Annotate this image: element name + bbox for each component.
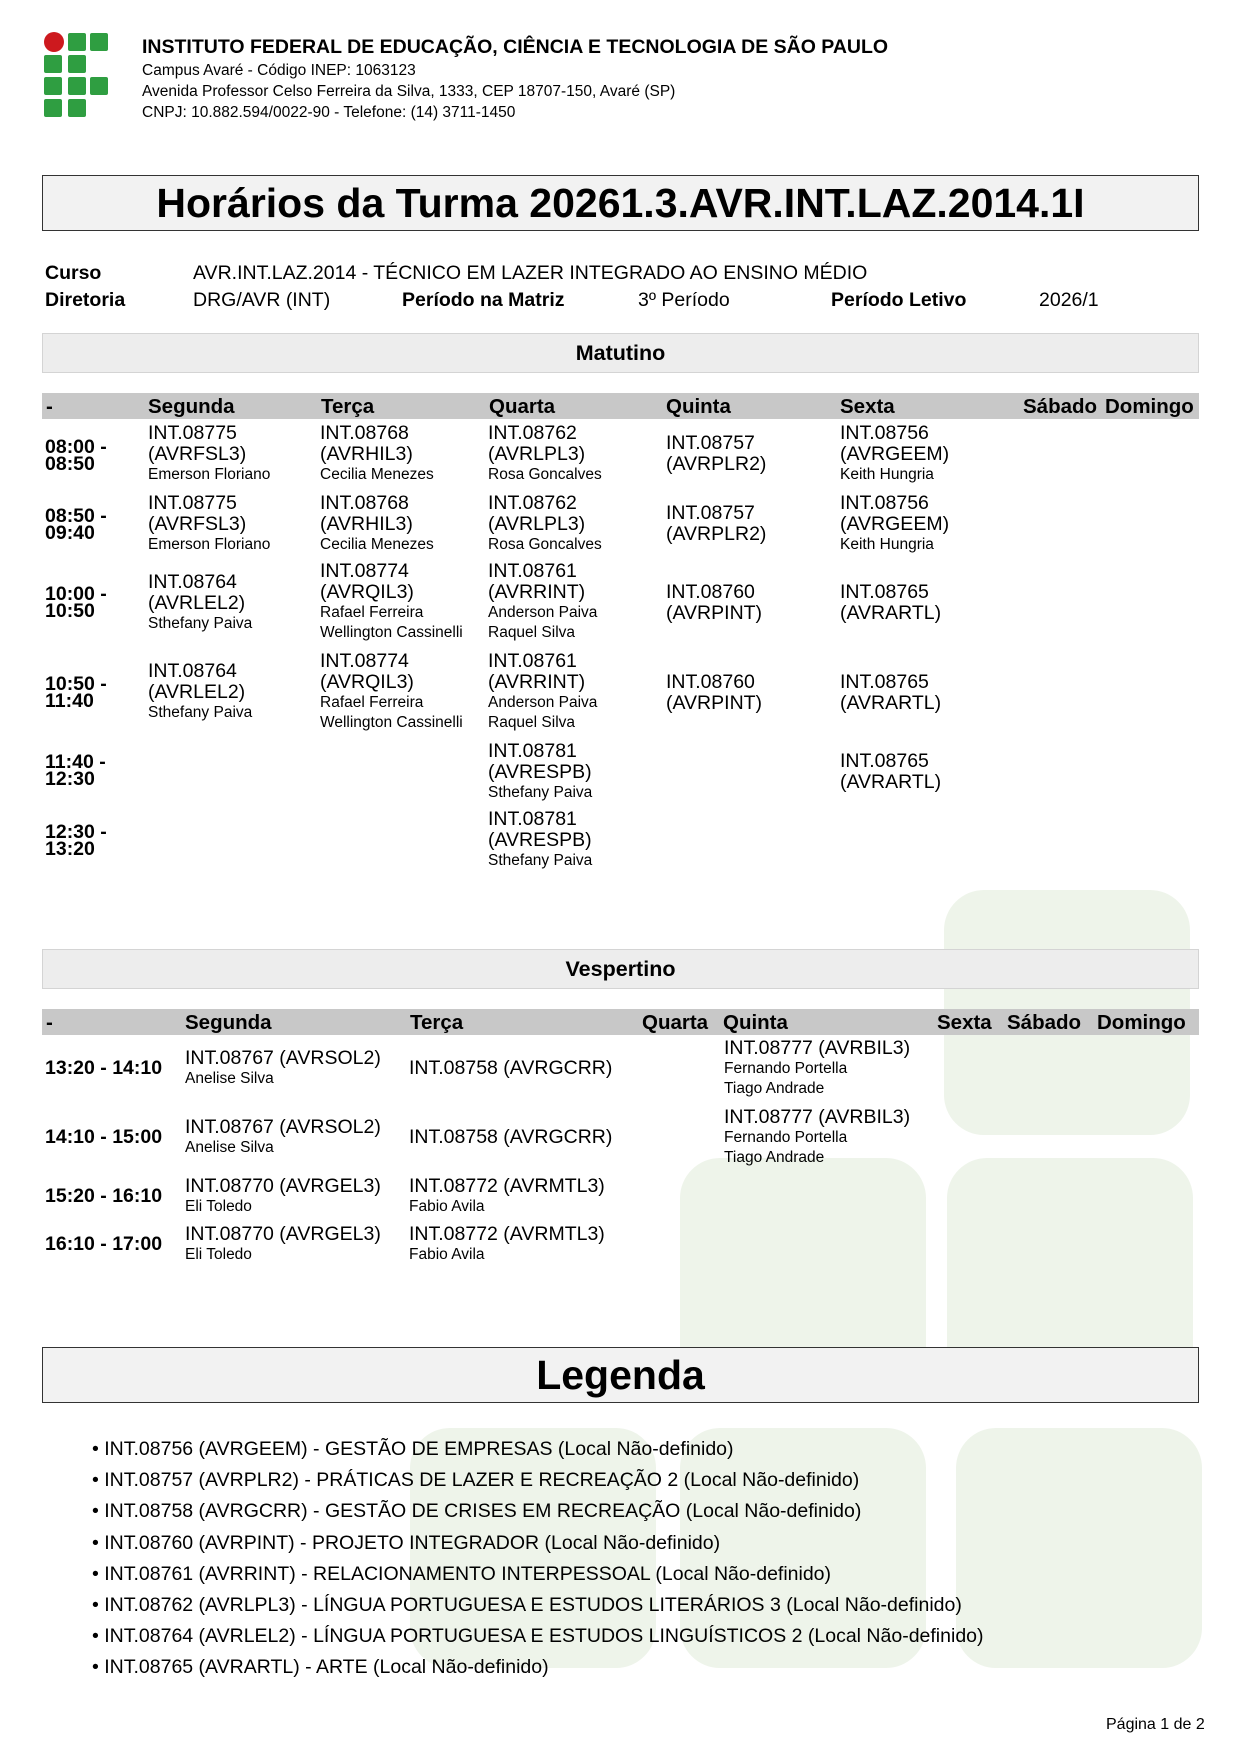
matutino-header-cell: Segunda <box>148 395 235 418</box>
class-code: INT.08770 (AVRGEL3) <box>185 1223 381 1245</box>
subject-code: (AVRLPL3) <box>488 513 586 535</box>
class-code: INT.08767 (AVRSOL2) <box>185 1047 381 1069</box>
class-code: INT.08768 <box>320 422 409 444</box>
class-cell <box>840 751 941 793</box>
legend-item: • INT.08758 (AVRGCRR) - GESTÃO DE CRISES EM RECREAÇÃO (Local Não-definido) <box>92 1496 984 1527</box>
teacher-name: Wellington Cassinelli <box>320 624 463 641</box>
periodo-matriz-label: Período na Matriz <box>402 289 565 311</box>
legend-title: Legenda <box>42 1347 1199 1403</box>
watermark-block <box>956 1428 1202 1668</box>
class-cell <box>320 651 463 733</box>
matutino-header-cell: Domingo <box>1105 395 1194 418</box>
class-cell <box>666 672 762 714</box>
subject-code: (AVRLEL2) <box>148 681 246 703</box>
teacher-name: Keith Hungria <box>840 466 934 483</box>
class-code: INT.08781 <box>488 808 577 830</box>
subject-code: (AVRPLR2) <box>666 453 767 475</box>
class-code: INT.08775 <box>148 422 237 444</box>
teacher-name: Rafael Ferreira <box>320 694 424 711</box>
legend-item: • INT.08756 (AVRGEEM) - GESTÃO DE EMPRESAS (Local Não-definido) <box>92 1434 984 1465</box>
class-code: INT.08777 (AVRBIL3) <box>724 1106 911 1128</box>
institution-logo <box>44 32 110 116</box>
class-code: INT.08756 <box>840 422 929 444</box>
matutino-header-cell: - <box>46 395 53 418</box>
cnpj-line: CNPJ: 10.882.594/0022-90 - Telefone: (14) 3711-1450 <box>142 104 516 121</box>
class-cell <box>185 1117 381 1158</box>
class-cell <box>409 1176 605 1217</box>
matutino-header-row <box>42 393 1199 419</box>
teacher-name: Rafael Ferreira <box>320 604 424 621</box>
teacher-name: Sthefany Paiva <box>148 615 253 632</box>
class-cell <box>488 423 602 485</box>
class-cell <box>185 1224 381 1265</box>
time-slot: 08:50 <box>45 453 95 475</box>
teacher-name: Fabio Avila <box>409 1246 485 1263</box>
class-code: INT.08761 <box>488 650 577 672</box>
class-code: INT.08781 <box>488 740 577 762</box>
page-number: Página 1 de 2 <box>1106 1716 1205 1733</box>
time-slot: 13:20 <box>45 838 95 860</box>
subject-code: (AVRESPB) <box>488 761 592 783</box>
class-code: INT.08765 <box>840 581 929 603</box>
class-cell <box>185 1048 381 1089</box>
teacher-name: Emerson Floriano <box>148 536 271 553</box>
class-code: INT.08757 <box>666 502 755 524</box>
subject-code: (AVRESPB) <box>488 829 592 851</box>
matutino-header-cell: Quarta <box>489 395 556 418</box>
teacher-name: Eli Toledo <box>185 1246 252 1263</box>
teacher-name: Rosa Goncalves <box>488 466 602 483</box>
class-code: INT.08764 <box>148 571 237 593</box>
time-slot: 10:50 <box>45 600 95 622</box>
legend-item: • INT.08761 (AVRRINT) - RELACIONAMENTO INTERPESSOAL (Local Não-definido) <box>92 1559 984 1590</box>
vespertino-section-title: Vespertino <box>42 949 1199 989</box>
time-slot: 08:50 - <box>45 505 107 527</box>
class-cell <box>724 1107 910 1168</box>
subject-code: (AVRPLR2) <box>666 523 767 545</box>
subject-code: (AVRFSL3) <box>148 443 247 465</box>
teacher-name: Sthefany Paiva <box>488 784 593 801</box>
class-cell <box>148 572 252 634</box>
class-cell <box>320 493 434 555</box>
legend-item: • INT.08762 (AVRLPL3) - LÍNGUA PORTUGUESA E ESTUDOS LITERÁRIOS 3 (Local Não-definido) <box>92 1590 984 1621</box>
time-slot: 10:00 - <box>45 583 107 605</box>
time-slot: 09:40 <box>45 522 95 544</box>
class-cell <box>666 503 766 545</box>
teacher-name: Keith Hungria <box>840 536 934 553</box>
class-cell <box>148 661 252 723</box>
matutino-header-cell: Sexta <box>840 395 895 418</box>
subject-code: (AVRRINT) <box>488 581 586 603</box>
teacher-name: Anderson Paiva <box>488 694 598 711</box>
time-slot: 11:40 <box>45 690 94 712</box>
class-code: INT.08774 <box>320 560 409 582</box>
teacher-name: Fernando Portella <box>724 1060 848 1077</box>
vespertino-header-cell: Quinta <box>723 1011 788 1034</box>
class-cell <box>488 741 592 803</box>
matutino-header-cell: Terça <box>321 395 375 418</box>
class-code: INT.08775 <box>148 492 237 514</box>
teacher-name: Wellington Cassinelli <box>320 714 463 731</box>
time-slot: 16:10 - 17:00 <box>45 1233 163 1255</box>
time-slot: 13:20 - 14:10 <box>45 1057 163 1079</box>
class-code: INT.08762 <box>488 492 577 514</box>
time-slot: 12:30 - <box>45 821 107 843</box>
diretoria-value: DRG/AVR (INT) <box>193 289 331 311</box>
subject-code: (AVRARTL) <box>840 771 942 793</box>
class-code: INT.08758 (AVRGCRR) <box>409 1057 613 1079</box>
subject-code: (AVRARTL) <box>840 692 942 714</box>
address-line: Avenida Professor Celso Ferreira da Silva, 1333, CEP 18707-150, Avaré (SP) <box>142 83 676 100</box>
diretoria-label: Diretoria <box>45 289 126 311</box>
subject-code: (AVRHIL3) <box>320 513 413 535</box>
class-cell <box>148 423 270 485</box>
class-code: INT.08762 <box>488 422 577 444</box>
curso-label: Curso <box>45 262 102 284</box>
class-code: INT.08774 <box>320 650 409 672</box>
institution-name: INSTITUTO FEDERAL DE EDUCAÇÃO, CIÊNCIA E TECNOLOGIA DE SÃO PAULO <box>142 36 889 58</box>
class-code: INT.08765 <box>840 671 929 693</box>
class-code: INT.08767 (AVRSOL2) <box>185 1116 381 1138</box>
matutino-header-cell: Sábado <box>1023 395 1098 418</box>
class-code: INT.08757 <box>666 432 755 454</box>
class-code: INT.08756 <box>840 492 929 514</box>
subject-code: (AVRGEEM) <box>840 513 950 535</box>
time-slot: 14:10 - 15:00 <box>45 1126 163 1148</box>
subject-code: (AVRFSL3) <box>148 513 247 535</box>
teacher-name: Tiago Andrade <box>724 1149 825 1166</box>
class-cell <box>409 1058 612 1079</box>
teacher-name: Rosa Goncalves <box>488 536 602 553</box>
class-cell <box>840 423 949 485</box>
teacher-name: Anelise Silva <box>185 1070 274 1087</box>
class-code: INT.08772 (AVRMTL3) <box>409 1223 605 1245</box>
time-slot: 11:40 - <box>45 751 106 773</box>
teacher-name: Cecilia Menezes <box>320 536 434 553</box>
class-cell <box>148 493 270 555</box>
class-cell <box>488 493 602 555</box>
page-title: Horários da Turma 20261.3.AVR.INT.LAZ.2014.1I <box>42 175 1199 231</box>
class-code: INT.08760 <box>666 671 755 693</box>
periodo-letivo-label: Período Letivo <box>831 289 967 311</box>
vespertino-header-cell: - <box>46 1011 53 1034</box>
class-cell <box>666 582 762 624</box>
teacher-name: Raquel Silva <box>488 714 576 731</box>
vespertino-header-cell: Sexta <box>937 1011 992 1034</box>
class-cell <box>724 1038 910 1099</box>
subject-code: (AVRARTL) <box>840 602 942 624</box>
class-cell <box>488 561 597 643</box>
time-slot: 15:20 - 16:10 <box>45 1185 163 1207</box>
vespertino-header-cell: Domingo <box>1097 1011 1186 1034</box>
subject-code: (AVRLPL3) <box>488 443 586 465</box>
periodo-matriz-value: 3º Período <box>638 289 730 311</box>
class-cell <box>840 672 941 714</box>
teacher-name: Tiago Andrade <box>724 1080 825 1097</box>
subject-code: (AVRHIL3) <box>320 443 413 465</box>
class-cell <box>488 809 592 871</box>
class-code: INT.08764 <box>148 660 237 682</box>
teacher-name: Sthefany Paiva <box>488 852 593 869</box>
teacher-name: Fabio Avila <box>409 1198 485 1215</box>
vespertino-header-cell: Terça <box>410 1011 464 1034</box>
matutino-header-cell: Quinta <box>666 395 731 418</box>
teacher-name: Cecilia Menezes <box>320 466 434 483</box>
legend-item: • INT.08760 (AVRPINT) - PROJETO INTEGRADOR (Local Não-definido) <box>92 1528 984 1559</box>
class-code: INT.08765 <box>840 750 929 772</box>
teacher-name: Raquel Silva <box>488 624 576 641</box>
time-slot: 08:00 - <box>45 436 107 458</box>
campus-line: Campus Avaré - Código INEP: 1063123 <box>142 62 416 79</box>
legend-list <box>92 1434 984 1684</box>
class-code: INT.08760 <box>666 581 755 603</box>
class-cell <box>320 423 434 485</box>
matutino-section-title: Matutino <box>42 333 1199 373</box>
subject-code: (AVRGEEM) <box>840 443 950 465</box>
class-cell <box>840 493 949 555</box>
class-cell <box>320 561 463 643</box>
teacher-name: Anelise Silva <box>185 1139 274 1156</box>
periodo-letivo-value: 2026/1 <box>1039 289 1099 311</box>
subject-code: (AVRPINT) <box>666 692 763 714</box>
time-slot: 10:50 - <box>45 673 107 695</box>
subject-code: (AVRPINT) <box>666 602 763 624</box>
subject-code: (AVRQIL3) <box>320 671 414 693</box>
class-cell <box>409 1127 612 1148</box>
teacher-name: Anderson Paiva <box>488 604 598 621</box>
legend-item: • INT.08757 (AVRPLR2) - PRÁTICAS DE LAZER E RECREAÇÃO 2 (Local Não-definido) <box>92 1465 984 1496</box>
subject-code: (AVRQIL3) <box>320 581 414 603</box>
class-cell <box>666 433 766 475</box>
class-code: INT.08772 (AVRMTL3) <box>409 1175 605 1197</box>
legend-item: • INT.08764 (AVRLEL2) - LÍNGUA PORTUGUESA E ESTUDOS LINGUÍSTICOS 2 (Local Não-definido) <box>92 1621 984 1652</box>
class-code: INT.08758 (AVRGCRR) <box>409 1126 613 1148</box>
class-code: INT.08768 <box>320 492 409 514</box>
subject-code: (AVRLEL2) <box>148 592 246 614</box>
teacher-name: Fernando Portella <box>724 1129 848 1146</box>
class-cell <box>185 1176 381 1217</box>
vespertino-header-cell: Sábado <box>1007 1011 1082 1034</box>
vespertino-header-row <box>42 1009 1199 1035</box>
vespertino-header-cell: Quarta <box>642 1011 709 1034</box>
class-code: INT.08770 (AVRGEL3) <box>185 1175 381 1197</box>
class-cell <box>409 1224 605 1265</box>
teacher-name: Eli Toledo <box>185 1198 252 1215</box>
teacher-name: Sthefany Paiva <box>148 704 253 721</box>
class-cell <box>488 651 597 733</box>
subject-code: (AVRRINT) <box>488 671 586 693</box>
time-slot: 12:30 <box>45 768 95 790</box>
class-cell <box>840 582 941 624</box>
class-code: INT.08777 (AVRBIL3) <box>724 1037 911 1059</box>
curso-value: AVR.INT.LAZ.2014 - TÉCNICO EM LAZER INTEGRADO AO ENSINO MÉDIO <box>193 262 868 284</box>
vespertino-header-cell: Segunda <box>185 1011 272 1034</box>
legend-item: • INT.08765 (AVRARTL) - ARTE (Local Não-definido) <box>92 1652 984 1683</box>
class-code: INT.08761 <box>488 560 577 582</box>
teacher-name: Emerson Floriano <box>148 466 271 483</box>
